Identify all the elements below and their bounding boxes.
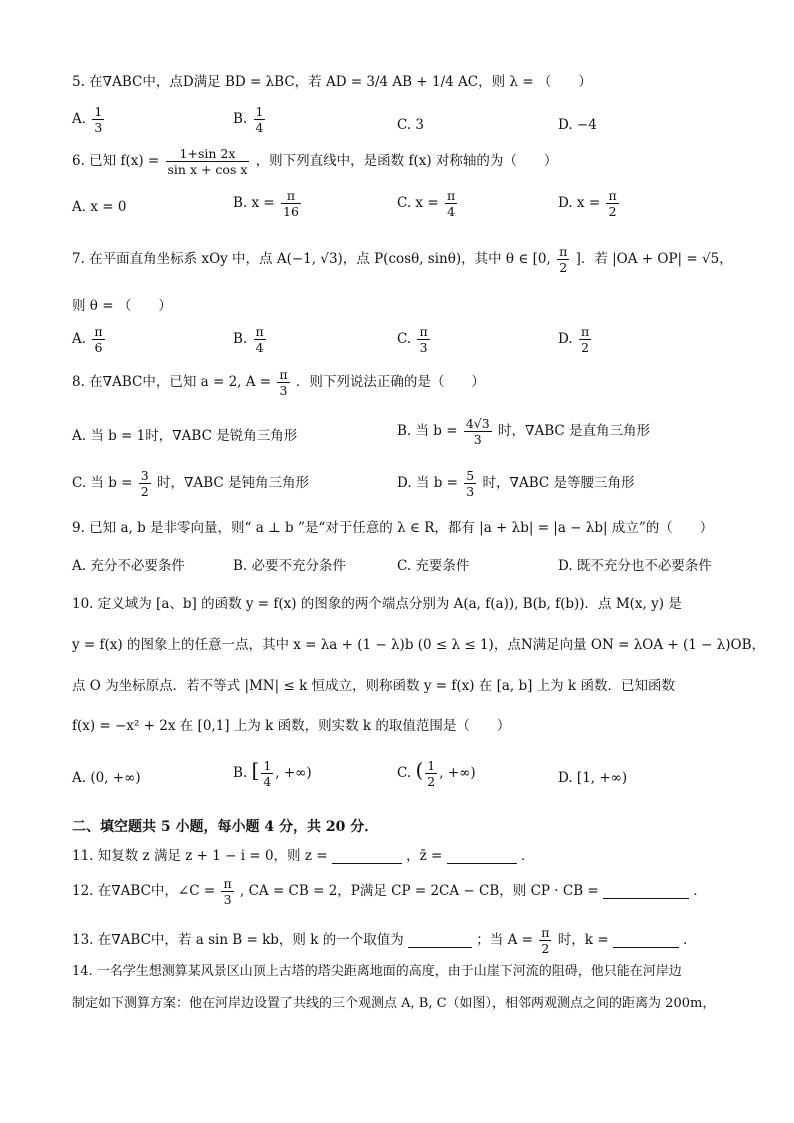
q9-option-b: B. 必要不充分条件: [233, 558, 347, 574]
q9-stem: 9. 已知 a, b 是非零向量，则“ a ⊥ b ”是“对于任意的 λ ∈ R，都有 |a + λb| = |a − λb| 成立”的（ ）: [72, 520, 714, 536]
q7-option-b: B. $\frac{\pi}{4}$: [233, 324, 264, 355]
q11-blank-2[interactable]: [447, 849, 517, 864]
q7-option-a: A. $\frac{\pi}{6}$: [72, 324, 103, 355]
q6-option-b: B. x = $\frac{\pi}{16}$: [233, 188, 299, 219]
q8-option-b: B. 当 b = $\frac{4√3}{3}$ 时，∇ABC 是直角三角形: [397, 416, 650, 447]
q8-option-c: C. 当 b = $\frac{3}{2}$ 时，∇ABC 是钝角三角形: [72, 468, 309, 499]
section-heading: 二、填空题共 5 小题，每小题 4 分，共 20 分．: [72, 819, 379, 835]
q13-blank-2[interactable]: [613, 933, 679, 948]
q7-stem-cont: 则 θ = （ ）: [72, 298, 172, 314]
q8-option-a: A. 当 b = 1时，∇ABC 是锐角三角形: [72, 428, 298, 444]
q8-option-d: D. 当 b = $\frac{5}{3}$ 时，∇ABC 是等腰三角形: [397, 468, 635, 499]
q12-blank[interactable]: [603, 884, 689, 899]
q5-stem: 5. 在∇ABC中，点D满足 BD = λBC，若 AD = 3/4 AB + 1/4 AC，则 λ = （ ）: [72, 74, 592, 90]
q5-option-b: B. $\frac{1}{4}$: [233, 104, 264, 135]
q11-stem: 11. 知复数 z 满足 z + 1 − i = 0，则 z = ，z̄ = ．: [72, 848, 535, 864]
q14-line-1: 14. 一名学生想测算某风景区山顶上古塔的塔尖距离地面的高度，由于山崖下河流的阻碍，他只能在河岸边: [72, 964, 682, 979]
q6-option-c: C. x = $\frac{\pi}{4}$: [397, 188, 456, 219]
q9-option-a: A. 充分不必要条件: [72, 558, 185, 574]
q14-line-2: 制定如下测算方案：他在河岸边设置了共线的三个观测点 A, B, C（如图），相邻两观测点之间的距离为 200m，: [72, 996, 716, 1011]
q13-stem: 13. 在∇ABC中，若 a sin B = kb，则 k 的一个取值为 ；当 A = $\frac{\pi}{2}$ 时，k = ．: [72, 925, 697, 956]
q6-option-a: A. x = 0: [72, 199, 127, 215]
q12-stem: 12. 在∇ABC中，∠C = $\frac{\pi}{3}$ , CA = CB = 2，P满足 CP = 2CA − CB，则 CP · CB = ．: [72, 876, 707, 907]
q5-option-a: A. $\frac{1}{3}$: [72, 104, 103, 135]
q7-option-c: C. $\frac{\pi}{3}$: [397, 324, 428, 355]
q13-blank-1[interactable]: [408, 933, 472, 948]
q10-option-c: C. ( $\frac{1}{2}$ , +∞): [397, 758, 476, 789]
q10-line-4: f(x) = −x² + 2x 在 [0,1] 上为 k 函数，则实数 k 的取值范围是（ ）: [72, 718, 511, 734]
q10-line-2: y = f(x) 的图象上的任意一点，其中 x = λa + (1 − λ)b (0 ≤ λ ≤ 1)，点N满足向量 ON = λOA + (1 − λ)OB，: [72, 637, 766, 653]
q10-line-1: 10. 定义域为 [a、b] 的函数 y = f(x) 的图象的两个端点分别为 A(a, f(a)), B(b, f(b))．点 M(x, y) 是: [72, 596, 682, 612]
q5-option-c: C. 3: [397, 117, 425, 133]
q9-option-d: D. 既不充分也不必要条件: [558, 558, 712, 574]
q6-option-d: D. x = $\frac{\pi}{2}$: [558, 188, 617, 219]
q9-option-c: C. 充要条件: [397, 558, 470, 574]
q7-option-d: D. $\frac{\pi}{2}$: [558, 324, 590, 355]
q10-option-b: B. [ $\frac{1}{4}$ , +∞): [233, 758, 312, 789]
q7-stem: 7. 在平面直角坐标系 xOy 中，点 A(−1, √3)，点 P(cosθ, sinθ)，其中 θ ∈ [0, $\frac{\pi}{2}$ ]．若 |OA + OP| = √5，: [72, 244, 733, 275]
q10-line-3: 点 O 为坐标原点．若不等式 |MN| ≤ k 恒成立，则称函数 y = f(x) 在 [a, b] 上为 k 函数．已知函数: [72, 678, 675, 694]
q6-stem: 6. 已知 f(x) = $\frac{1+\sin 2x}{\text{sin x + cos x}}$ ，则下列直线中，是函数 f(x) 对称轴的为（ ）: [72, 146, 558, 177]
q10-option-d: D. [1, +∞): [558, 770, 628, 786]
q10-option-a: A. (0, +∞): [72, 770, 141, 786]
q5-option-d: D. −4: [558, 117, 597, 133]
q8-stem: 8. 在∇ABC中，已知 a = 2, A = $\frac{\pi}{3}$ ．则下列说法正确的是（ ）: [72, 367, 485, 398]
q11-blank-1[interactable]: [332, 849, 402, 864]
